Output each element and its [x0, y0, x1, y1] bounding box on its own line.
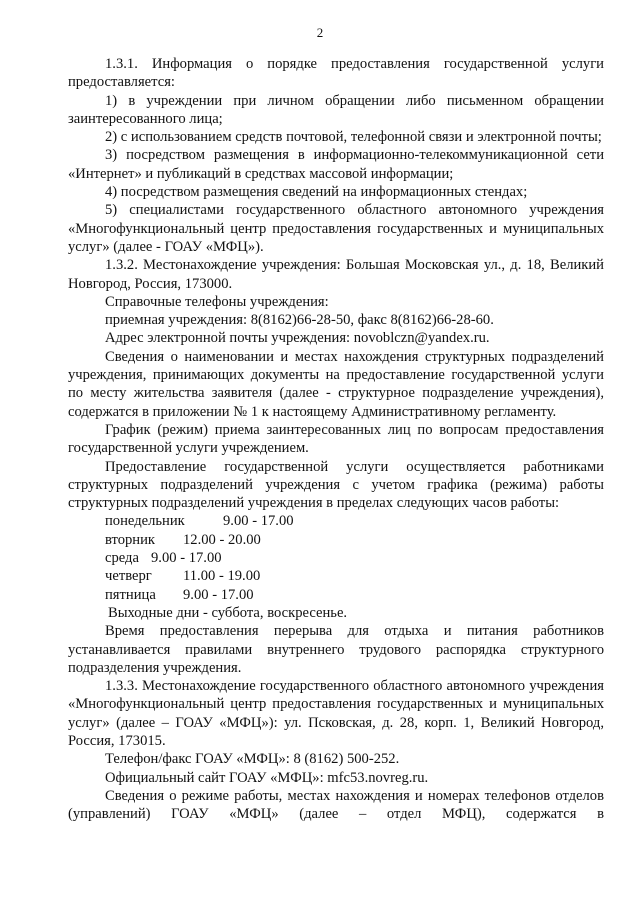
schedule-day: пятница: [105, 586, 156, 603]
schedule-time: 9.00 - 17.00: [223, 513, 294, 530]
schedule-row: [68, 512, 604, 530]
schedule-row: [68, 549, 604, 567]
list-item-4: 4) посредством размещения сведений на информационных стендах;: [105, 184, 528, 201]
list-item-5: 5) специалистами государственного областного автономного учреждения «Многофункциональный центр предоставления государственных и муниципальных услуг» (далее - ГОАУ «МФЦ»).: [68, 202, 604, 255]
break-time-info: Время предоставления перерыва для отдыха и питания работников устанавливается правилами внутреннего трудового распорядка структурного подразделения учреждения.: [68, 623, 604, 676]
document-body: [68, 55, 604, 823]
reception-phone: приемная учреждения: 8(8162)66-28-50, факс 8(8162)66-28-60.: [105, 312, 494, 329]
schedule-time: 12.00 - 20.00: [183, 531, 261, 548]
paragraph-1-3-2: 1.3.2. Местонахождение учреждения: Большая Московская ул., д. 18, Великий Новгород, Россия, 173000.: [68, 257, 604, 292]
schedule-day: среда: [105, 550, 139, 567]
list-item-1: 1) в учреждении при личном обращении либо письменном обращении заинтересованного лица;: [68, 92, 604, 127]
subdivisions-info: Сведения о наименовании и местах нахождения структурных подразделений учреждения, принимающих документы на предоставление государственной услуги по месту жительства заявителя (далее - структурное подразделение учреждения), содержатся в приложении № 1 к настоящему Административному регламенту.: [68, 348, 604, 420]
schedule-time: 9.00 - 17.00: [151, 550, 222, 567]
schedule-list: [68, 512, 604, 603]
schedule-row: [68, 531, 604, 549]
list-item-2: 2) с использованием средств почтовой, телефонной связи и электронной почты;: [105, 129, 602, 146]
mfc-departments-info: Сведения о режиме работы, местах нахождения и номерах телефонов отделов (управлений) ГОАУ «МФЦ» (далее – отдел МФЦ), содержатся в: [68, 787, 604, 823]
paragraph-1-3-1: 1.3.1. Информация о порядке предоставления государственной услуги предоставляется:: [68, 56, 604, 91]
days-off: Выходные дни - суббота, воскресенье.: [108, 604, 348, 621]
list-item-3: 3) посредством размещения в информационно-телекоммуникационной сети «Интернет» и публикаций в средствах массовой информации;: [68, 147, 604, 182]
schedule-day: четверг: [105, 568, 152, 585]
paragraph-1-3-3: 1.3.3. Местонахождение государственного областного автономного учреждения «Многофункциональный центр предоставления государственных и муниципальных услуг» (далее – ГОАУ «МФЦ»): ул. Псковская, д. 28, корп. 1, Великий Новгород, Россия, 173015.: [68, 678, 604, 749]
page-number: 2: [316, 25, 324, 40]
schedule-heading: График (режим) приема заинтересованных лиц по вопросам предоставления государственной услуги учреждением.: [68, 421, 604, 457]
schedule-time: 9.00 - 17.00: [183, 586, 254, 603]
schedule-row: [68, 567, 604, 585]
schedule-day: понедельник: [105, 513, 185, 530]
schedule-time: 11.00 - 19.00: [183, 568, 261, 585]
schedule-row: [68, 586, 604, 604]
phones-heading: Справочные телефоны учреждения:: [105, 293, 329, 310]
mfc-phone: Телефон/факс ГОАУ «МФЦ»: 8 (8162) 500-252.: [105, 751, 400, 768]
schedule-day: вторник: [105, 531, 156, 548]
working-hours-intro: Предоставление государственной услуги осуществляется работниками структурных подразделений учреждения с учетом графика (режима) работы структурных подразделений учреждения в пределах следующих часов работы:: [68, 458, 604, 512]
mfc-website: Официальный сайт ГОАУ «МФЦ»: mfc53.novreg.ru.: [105, 769, 429, 786]
email-address: Адрес электронной почты учреждения: novoblczn@yandex.ru.: [105, 330, 490, 347]
